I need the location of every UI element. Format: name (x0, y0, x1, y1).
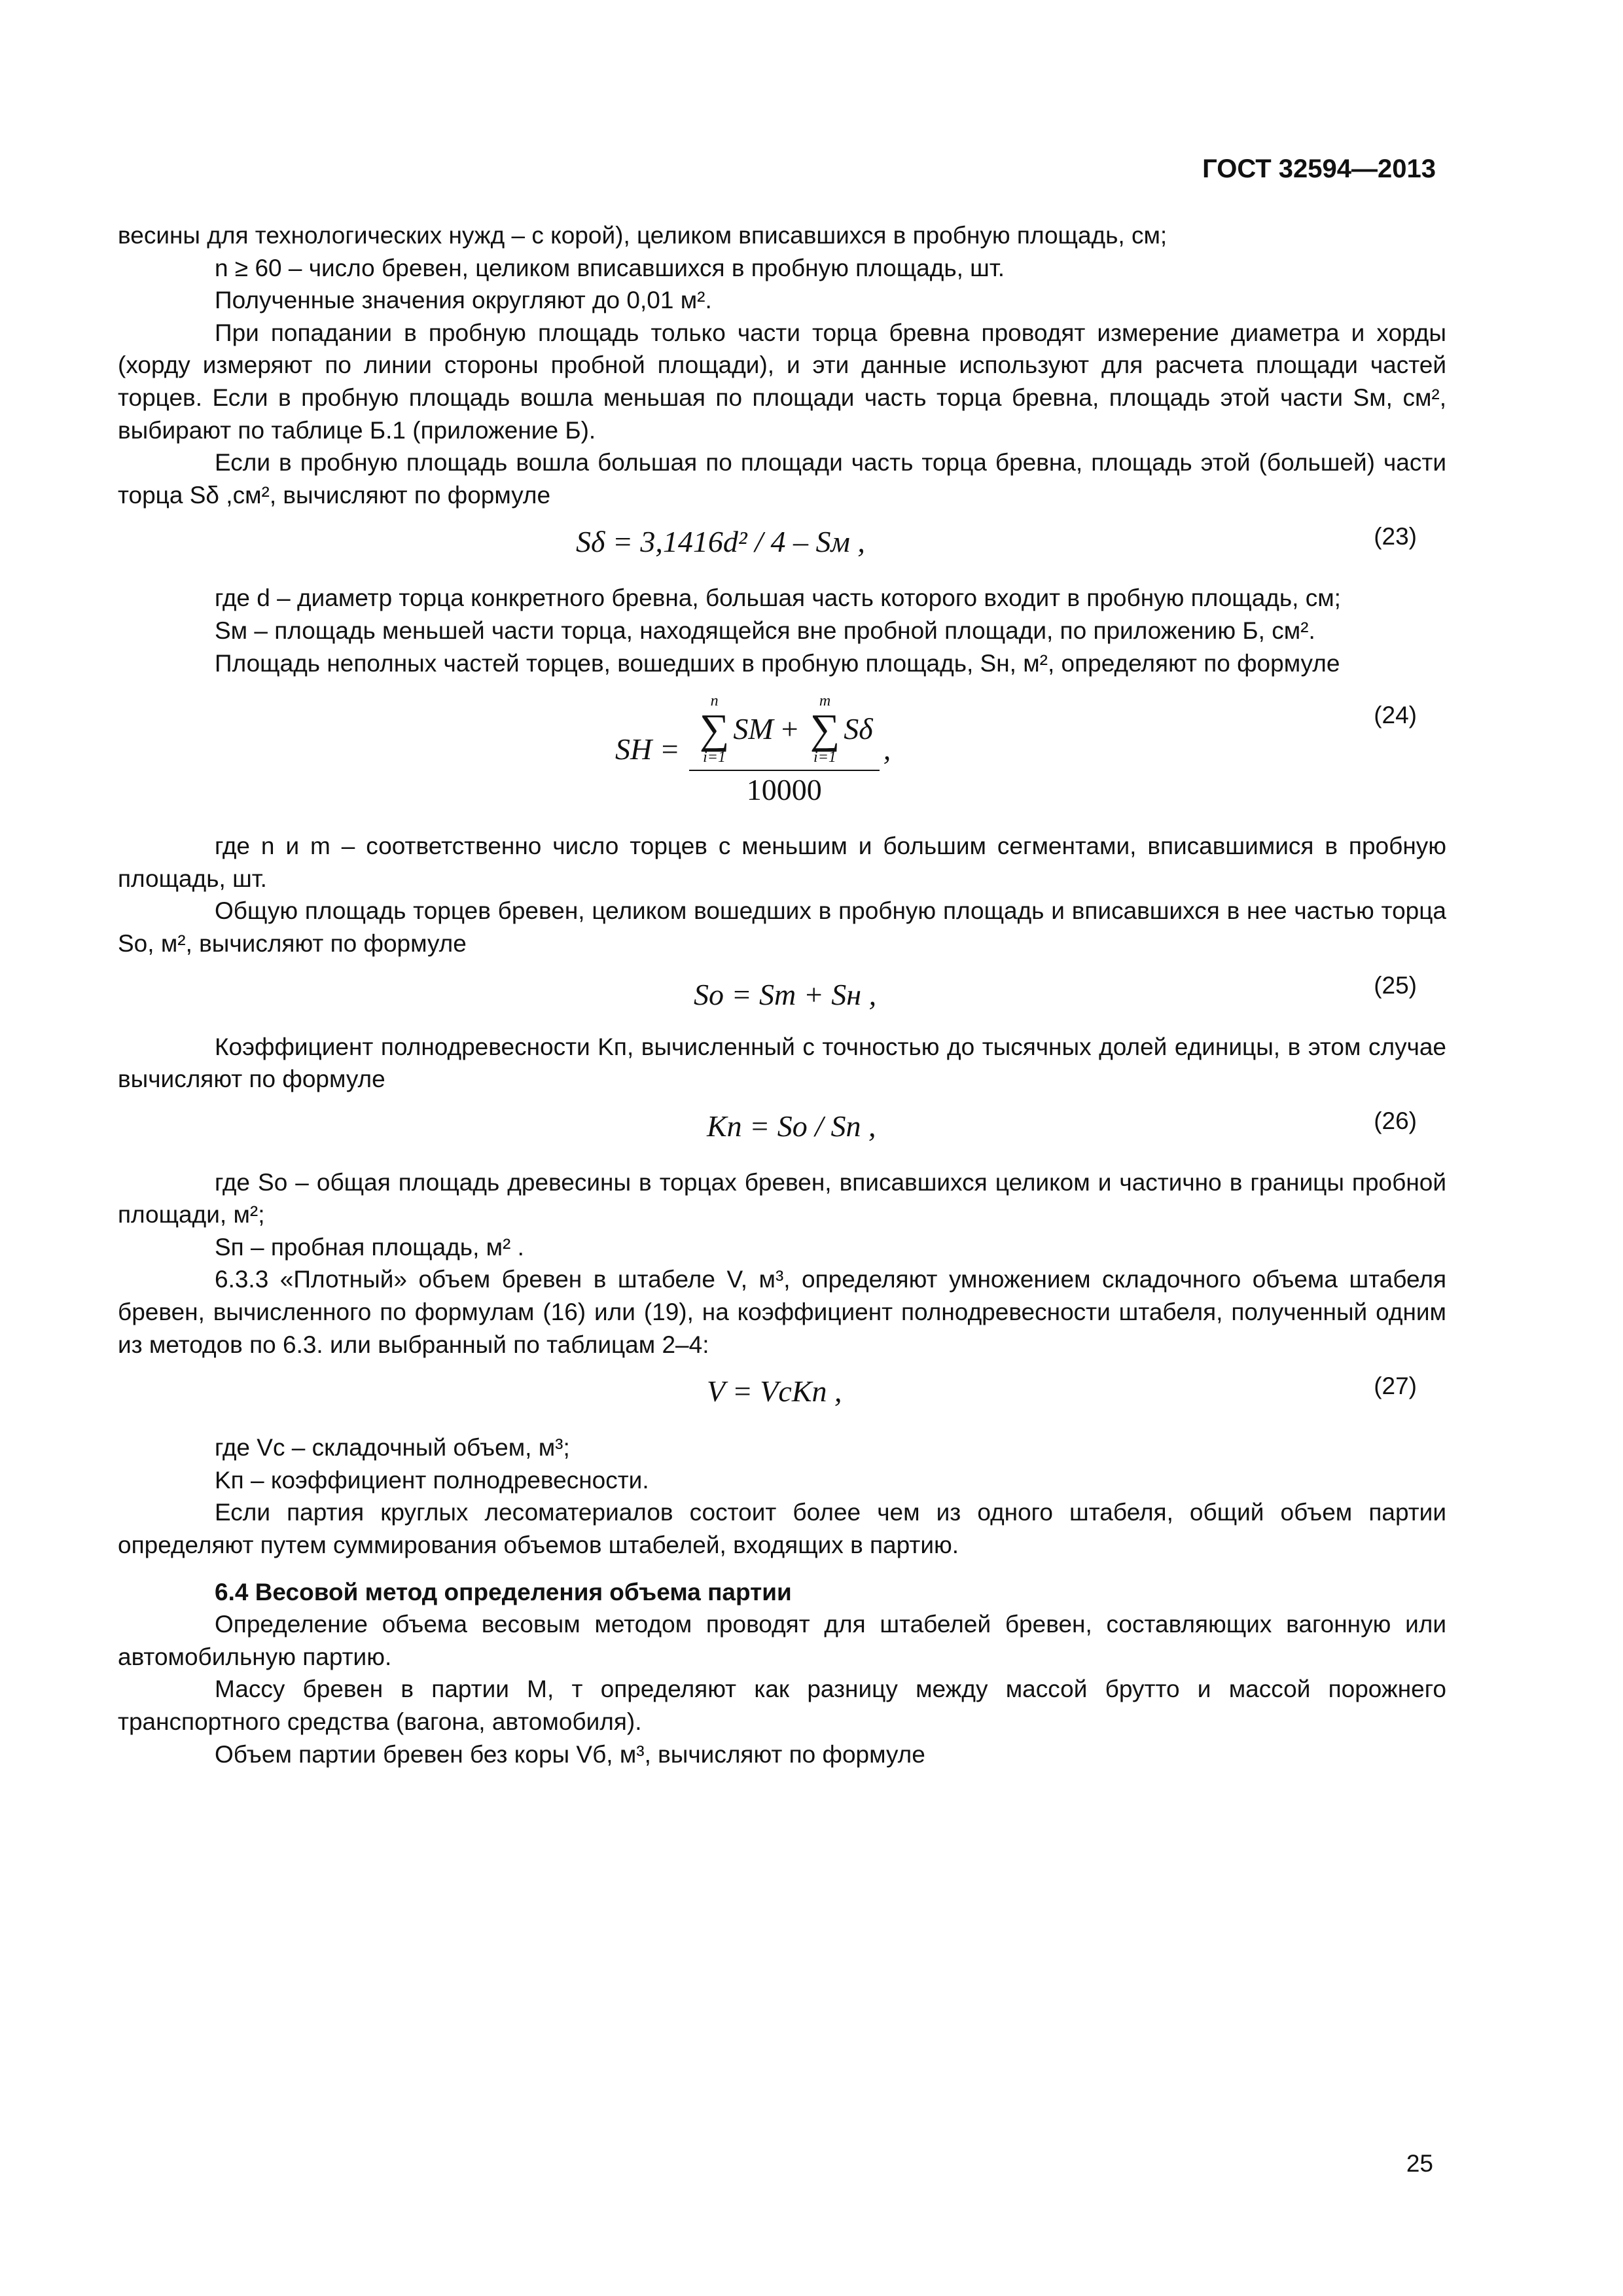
sum-upper-limit: m (819, 692, 831, 710)
sigma-icon: ∑ (810, 706, 840, 753)
sum-upper-limit: n (710, 692, 719, 710)
document-id-header: ГОСТ 32594—2013 (1202, 154, 1436, 183)
paragraph: 6.3.3 «Плотный» объем бревен в штабеле V, м³, определяют умножением складочного объема штабеля бревен, вычисленного по формулам (16) или (19), на коэффициент полнодревесности штабеля, полученный одним из методов по 6.3. или выбранный по таблицам 2–4: (118, 1266, 1446, 1358)
plus-sign: + (781, 712, 798, 746)
page-body (118, 219, 1446, 1770)
fraction-denominator: 10000 (746, 773, 822, 807)
formula-expression: Sо = Sт + Sн , (694, 977, 877, 1011)
paragraph: Если в пробную площадь вошла большая по площади часть торца бревна, площадь этой (большей) части торца Sδ ,см², вычисляют по формуле (118, 449, 1446, 509)
formula-lhs: SH = (615, 732, 680, 766)
paragraph: где d – диаметр торца конкретного бревна, большая часть которого входит в пробную площадь, см; (215, 584, 1341, 612)
page-number: 25 (1406, 2150, 1433, 2177)
sum-lower-limit: i=1 (813, 749, 836, 766)
paragraph: Коэффициент полнодревесности Kп, вычисленный с точностью до тысячных долей единицы, в этом случае вычисляют по формуле (118, 1033, 1446, 1093)
sum-symbol (700, 692, 730, 766)
formula-expression: Kп = So / Sn , (707, 1109, 876, 1143)
paragraph: Объем партии бревен без коры Vб, м³, вычисляют по формуле (215, 1740, 925, 1768)
formula-number: (23) (1374, 523, 1417, 550)
sigma-icon: ∑ (699, 706, 730, 753)
formula-expression (615, 692, 891, 806)
formula-26 (118, 1096, 1446, 1166)
paragraph: Если партия круглых лесоматериалов состоит более чем из одного штабеля, общий объем партии определяют путем суммирования объемов штабелей, входящих в партию. (118, 1499, 1446, 1559)
formula-number: (26) (1374, 1107, 1417, 1134)
formula-fraction (689, 692, 880, 806)
formula-number: (25) (1374, 971, 1417, 999)
formula-27 (118, 1361, 1446, 1431)
paragraph: Массу бревен в партии M, т определяют как разницу между массой брутто и массой порожнего транспортного средства (вагона, автомобиля). (118, 1676, 1446, 1735)
paragraph: Общую площадь торцев бревен, целиком вошедших в пробную площадь и вписавшихся в нее частью торца Sо, м², вычисляют по формуле (118, 897, 1446, 957)
paragraph: n ≥ 60 – число бревен, целиком вписавшихся в пробную площадь, шт. (215, 254, 1005, 281)
sum-lower-limit: i=1 (703, 749, 726, 766)
formula-tail: , (883, 732, 891, 766)
spacer (118, 1562, 1446, 1576)
section-heading: 6.4 Весовой метод определения объема партии (215, 1578, 792, 1605)
paragraph: весины для технологических нужд – с корой), целиком вписавшихся в пробную площадь, см; (118, 222, 1168, 249)
paragraph: Sп – пробная площадь, м² . (215, 1233, 524, 1261)
formula-25 (118, 960, 1446, 1031)
paragraph: где Vс – складочный объем, м³; (215, 1434, 570, 1462)
formula-expression: Sδ = 3,1416d² / 4 – Sм , (576, 525, 865, 559)
formula-expression: V = VcKn , (707, 1374, 842, 1408)
formula-24 (118, 679, 1446, 830)
formula-23 (118, 511, 1446, 582)
paragraph: Sм – площадь меньшей части торца, находящейся вне пробной площади, по приложению Б, см². (215, 617, 1315, 644)
paragraph: Определение объема весовым методом проводят для штабелей бревен, составляющих вагонную или автомобильную партию. (118, 1611, 1446, 1670)
sum-term: SM (733, 712, 774, 746)
paragraph: Kп – коэффициент полнодревесности. (215, 1466, 649, 1494)
formula-number: (27) (1374, 1372, 1417, 1400)
formula-number: (24) (1374, 702, 1417, 729)
paragraph: Полученные значения округляют до 0,01 м². (215, 287, 712, 314)
paragraph: Площадь неполных частей торцев, вошедших в пробную площадь, Sн, м², определяют по формуле (215, 649, 1340, 677)
paragraph: При попадании в пробную площадь только части торца бревна проводят измерение диаметра и хорды (хорду измеряют по линии стороны пробной площади), и эти данные используют для расчета площади частей торцев. Если в пробную площадь вошла меньшая по площади часть торца бревна, площадь этой части Sм, см², выбирают по таблице Б.1 (приложение Б). (118, 319, 1446, 444)
sum-term: Sδ (844, 712, 873, 746)
paragraph: где Sо – общая площадь древесины в торцах бревен, вписавшихся целиком и частично в границы пробной площади, м²; (118, 1168, 1446, 1229)
sum-symbol (810, 692, 840, 766)
paragraph: где n и m – соответственно число торцев с меньшим и большим сегментами, вписавшимися в пробную площадь, шт. (118, 833, 1446, 892)
fraction-numerator (689, 692, 880, 771)
